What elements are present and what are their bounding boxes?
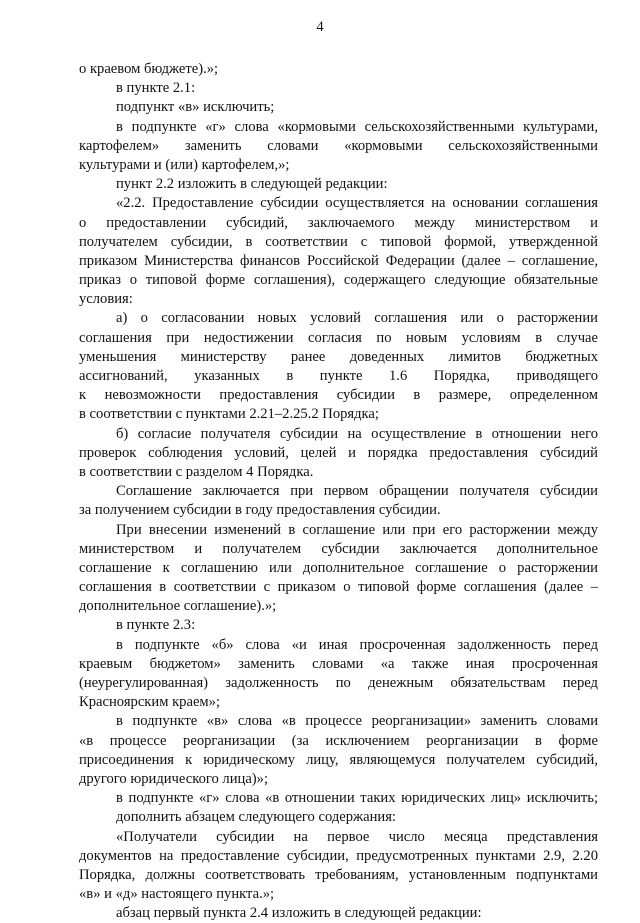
text-line: «в процессе реорганизации (за исключением реорганизации в форме: [79, 732, 598, 749]
text-line: «в» и «д» настоящего пункта.»;: [79, 886, 275, 903]
text-line: Красноярским краем»;: [79, 694, 221, 711]
text-line: в соответствии с разделом 4 Порядка.: [79, 463, 314, 480]
text-line: б) согласие получателя субсидии на осуществление в отношении него: [116, 425, 598, 442]
text-line: присоединения к юридическому лицу, являющемуся получателем субсидий,: [79, 751, 598, 768]
text-line: о краевом бюджете).»;: [79, 61, 219, 77]
text-line: министерством и получателем субсидии заключается дополнительное: [79, 540, 598, 557]
text-line: пункт 2.2 изложить в следующей редакции:: [116, 176, 388, 193]
text-line: в соответствии с пунктами 2.21–2.25.2 Порядка;: [79, 406, 379, 423]
text-line: уменьшения министерству ранее доведенных лимитов бюджетных: [79, 348, 598, 365]
text-line: соглашение к соглашению или дополнительное соглашение о расторжении: [79, 559, 598, 576]
text-line: соглашения в соответствии с приказом о типовой форме соглашения (далее –: [79, 579, 598, 596]
text-line: дополнить абзацем следующего содержания:: [116, 809, 396, 826]
text-line: в пункте 2.3:: [116, 617, 196, 634]
text-line: получателем субсидии, в соответствии с типовой формой, утвержденной: [79, 233, 598, 250]
text-line: приказом Министерства финансов Российской Федерации (далее – соглашение,: [79, 252, 598, 269]
text-line: приказ о типовой форме соглашения), содержащего следующие обязательные: [79, 272, 598, 289]
text-line: При внесении изменений в соглашение или при его расторжении между: [116, 521, 598, 538]
text-line: а) о согласовании новых условий соглашения или о расторжении: [116, 310, 598, 327]
text-line: «Получатели субсидии на первое число месяца представления: [116, 828, 598, 845]
text-line: «2.2. Предоставление субсидии осуществляется на основании соглашения: [116, 195, 598, 212]
text-line: в подпункте «б» слова «и иная просроченная задолженность перед: [116, 636, 598, 653]
text-line: (неурегулированная) задолженность по денежным обязательствам перед: [79, 675, 598, 691]
text-line: о предоставлении субсидий, заключаемого между министерством и: [79, 214, 598, 231]
text-line: за получением субсидии в году предоставления субсидии.: [79, 502, 441, 519]
text-line: условия:: [79, 291, 133, 308]
text-line: в подпункте «г» слова «в отношении таких юридических лиц» исключить;: [116, 790, 598, 807]
document-body: [79, 60, 598, 923]
text-line: в подпункте «в» слова «в процессе реорганизации» заменить словами: [116, 713, 598, 730]
text-line: в подпункте «г» слова «кормовыми сельскохозяйственными культурами,: [116, 118, 598, 135]
text-line: другого юридического лица)»;: [79, 770, 269, 787]
text-line: Соглашение заключается при первом обращении получателя субсидии: [116, 483, 598, 500]
text-line: проверок соблюдения условий, целей и порядка предоставления субсидий: [79, 444, 598, 461]
text-line: соглашения при недостижении согласия по новым условиям в случае: [79, 329, 598, 346]
text-line: краевым бюджетом» заменить словами «а также иная просроченная: [79, 655, 598, 672]
text-line: подпункт «в» исключить;: [116, 99, 275, 116]
text-line: к невозможности предоставления субсидии в размере, определенном: [79, 387, 598, 404]
text-line: абзац первый пункта 2.4 изложить в следующей редакции:: [116, 905, 482, 922]
text-line: картофелем» заменить словами «кормовыми сельскохозяйственными: [79, 137, 598, 154]
text-line: документов на предоставление субсидии, предусмотренных пунктами 2.9, 2.20: [79, 847, 598, 864]
text-line: ассигнований, указанных в пункте 1.6 Порядка, приводящего: [79, 368, 598, 384]
text-line: дополнительное соглашение).»;: [79, 598, 277, 615]
text-line: культурами и (или) картофелем,»;: [79, 156, 290, 173]
text-line: в пункте 2.1:: [116, 80, 196, 97]
page-number: 4: [316, 19, 324, 35]
text-line: Порядка, должны соответствовать требованиям, установленным подпунктами: [79, 866, 598, 883]
